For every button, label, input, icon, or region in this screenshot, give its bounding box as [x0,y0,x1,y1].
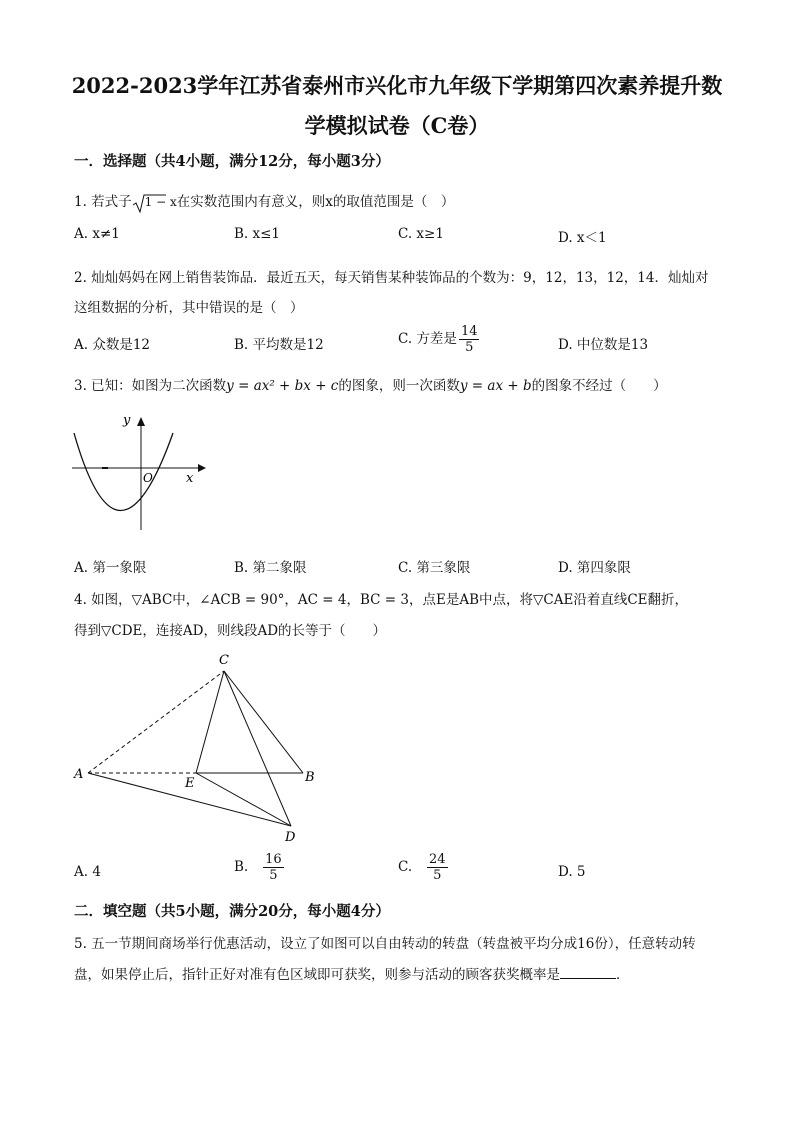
question-5-line1: 5. 五一节期间商场举行优惠活动，设立了如图可以自由转动的转盘（转盘被平均分成16份），任意转动转 [74,936,696,952]
segment-cb [224,671,303,773]
point-d-label: D [285,830,296,845]
y-axis-label: y [123,413,131,428]
point-e-label: E [185,776,195,791]
q3-suffix: 的图象不经过（ ） [531,378,667,394]
q3-parabola-graph [66,408,216,538]
q1-prefix: 1. 若式子 [74,194,132,210]
q4-option-d: D. 5 [558,864,586,880]
q3-option-b: B. 第二象限 [234,560,307,576]
q1-sqrt [132,193,177,213]
q4-option-c [398,852,450,883]
x-axis-arrow-icon [198,464,206,472]
exam-title-line2: 学模拟试卷（C卷） [304,113,490,138]
q4-option-b-label: B. [234,859,249,875]
q1-option-d: D. x＜1 [558,230,607,246]
q2-option-c-label: C. 方差是 [398,331,457,347]
q4-option-c-label: C. [398,859,413,875]
question-1 [74,190,454,213]
x-axis-label: x [186,471,194,486]
q3-formula-linear: y = ax + b [459,378,532,394]
question-5-line2 [74,963,630,983]
q2-option-b: B. 平均数是12 [234,337,324,353]
q3-prefix: 3. 已知：如图为二次函数 [74,378,227,394]
q3-formula-quadratic: y = ax² + bx + c [226,378,339,394]
fraction-denominator: 5 [269,868,278,883]
q1-option-b: B. x≤1 [234,226,281,242]
exam-title-line1: 2022-2023学年江苏省泰州市兴化市九年级下学期第四次素养提升数 [71,73,723,98]
fraction-numerator: 16 [265,852,282,867]
section1-heading: 一．选择题（共4小题，满分12分，每小题3分） [74,153,390,170]
origin-label: O [143,471,153,485]
q1-suffix: 在实数范围内有意义，则x的取值范围是（ ） [176,194,455,210]
q4-option-b-fraction [263,852,284,883]
point-a-label: A [74,767,84,782]
q1-radicand: 1 − x [144,195,177,209]
y-axis-arrow-icon [137,417,145,426]
fraction-denominator: 5 [465,340,474,355]
answer-blank[interactable] [560,966,616,979]
question-2-line1: 2. 灿灿妈妈在网上销售装饰品．最近五天，每天销售某种装饰品的个数为：9，12，13，12，14．灿灿对 [74,270,709,286]
q2-option-c [398,324,481,355]
fraction-denominator: 5 [433,868,442,883]
question-2-line2: 这组数据的分析，其中错误的是（ ） [74,300,304,316]
point-c-label: C [219,653,229,668]
q5-line2-end: ． [616,967,630,983]
q5-line2-text: 盘，如果停止后，指针正好对准有色区域即可获奖，则参与活动的顾客获奖概率是 [74,967,560,983]
q4-option-a: A. 4 [74,864,101,880]
q3-middle: 的图象，则一次函数 [338,378,460,394]
q3-option-a: A. 第一象限 [74,560,147,576]
q2-option-c-fraction [459,324,480,355]
q2-option-a: A. 众数是12 [74,337,151,353]
fraction-numerator: 24 [429,852,446,867]
question-4-line1: 4. 如图，▽ABC中，∠ACB = 90°，AC = 4，BC = 3，点E是AB中点，将▽CAE沿着直线CE翻折， [74,592,689,608]
question-4-line2: 得到▽CDE，连接AD，则线段AD的长等于（ ） [74,623,387,639]
q4-option-b [234,852,286,883]
segment-ac-dashed [88,671,224,773]
parabola-curve [74,433,173,511]
section2-heading: 二．填空题（共5小题，满分20分，每小题4分） [74,903,390,920]
fraction-numerator: 14 [460,324,478,339]
q3-option-c: C. 第三象限 [398,560,471,576]
segment-cd [224,671,291,826]
q2-option-d: D. 中位数是13 [558,337,649,353]
q4-triangle-figure [66,648,326,848]
question-3 [74,374,667,394]
segment-ce [196,671,224,773]
q1-option-a: A. x≠1 [74,226,120,242]
segment-ed [196,773,291,826]
q1-option-c: C. x≥1 [398,226,444,242]
q4-option-c-fraction [427,852,448,883]
q3-option-d: D. 第四象限 [558,560,631,576]
point-b-label: B [305,770,315,785]
